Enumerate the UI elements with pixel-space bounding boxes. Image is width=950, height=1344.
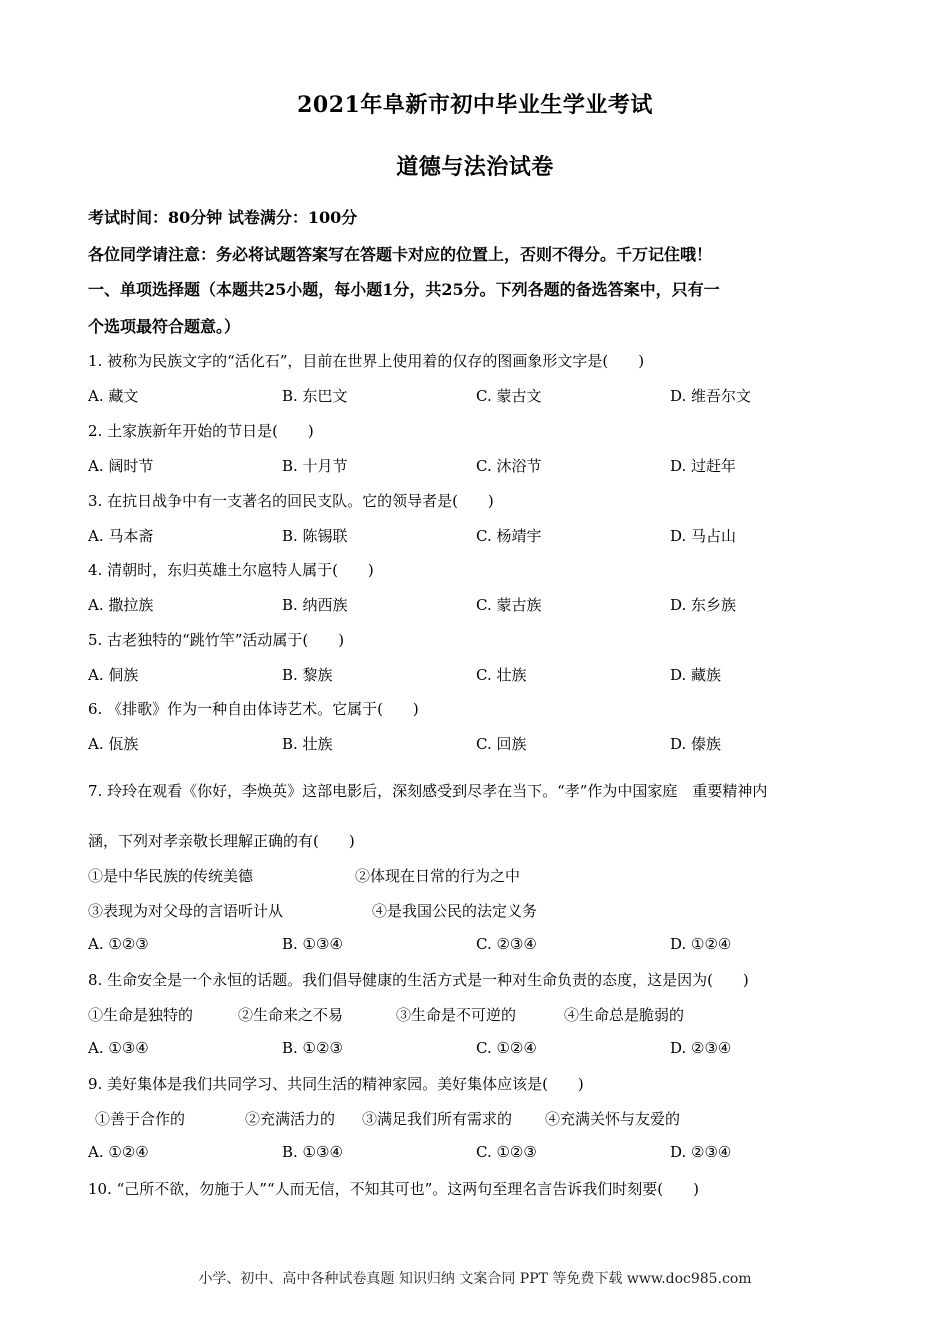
statement-3: ③满足我们所有需求的 [362, 1110, 513, 1128]
question-7-items-row2 [0, 900, 950, 922]
option-a: A. 阔时节 [88, 457, 154, 475]
question-8-items [0, 1004, 950, 1026]
option-a: A. 马本斋 [88, 527, 154, 545]
option-a: A. 侗族 [88, 666, 139, 684]
option-d: D. 东乡族 [670, 596, 737, 614]
question-4-options [0, 594, 950, 616]
statement-2: ②生命来之不易 [238, 1006, 344, 1024]
question-7-stem: 7. 玲玲在观看《你好，李焕英》这部电影后，深刻感受到尽孝在当下。“孝”作为中国家庭 重要精神内 [88, 782, 768, 800]
exam-subtitle: 道德与法治试卷 [396, 154, 554, 180]
question-3-stem: 3. 在抗日战争中有一支著名的回民支队。它的领导者是( ) [88, 492, 494, 510]
question-1-stem: 1. 被称为民族文字的“活化石”，目前在世界上使用着的仅存的图画象形文字是( ) [88, 352, 645, 370]
option-d: D. 藏族 [670, 666, 722, 684]
question-7-items-row1 [0, 865, 950, 887]
option-c: C. 蒙古族 [476, 596, 542, 614]
statement-3: ③生命是不可逆的 [396, 1006, 517, 1024]
question-5-stem: 5. 古老独特的“跳竹竿”活动属于( ) [88, 631, 345, 649]
option-c: C. 壮族 [476, 666, 527, 684]
question-2-stem: 2. 土家族新年开始的节日是( ) [88, 422, 314, 440]
question-1-options [0, 385, 950, 407]
option-d: D. 维吾尔文 [670, 387, 752, 405]
question-4-stem: 4. 清朝时，东归英雄土尔扈特人属于( ) [88, 561, 374, 579]
statement-4: ④是我国公民的法定义务 [372, 902, 538, 920]
question-8-options [0, 1039, 950, 1061]
option-b: B. 黎族 [282, 666, 333, 684]
option-a: A. 佤族 [88, 735, 139, 753]
option-b: B. ①②③ [282, 1039, 343, 1057]
option-a: A. ①②③ [88, 935, 149, 953]
option-c: C. 杨靖宇 [476, 527, 542, 545]
question-6-stem: 6. 《排歌》作为一种自由体诗艺术。它属于( ) [88, 700, 419, 718]
option-d: D. ②③④ [670, 1143, 732, 1161]
option-b: B. 陈锡联 [282, 527, 348, 545]
option-b: B. ①③④ [282, 1143, 343, 1161]
option-c: C. ②③④ [476, 935, 537, 953]
option-a: A. ①③④ [88, 1039, 149, 1057]
section-heading: 一、单项选择题（本题共25小题，每小题1分，共25分。下列各题的备选答案中，只有一 [88, 280, 720, 299]
option-c: C. 蒙古文 [476, 387, 542, 405]
exam-notice: 各位同学请注意：务必将试题答案写在答题卡对应的位置上，否则不得分。千万记住哦！ [88, 245, 713, 264]
page-footer: 小学、初中、高中各种试卷真题 知识归纳 文案合同 PPT 等免费下载 www.doc985.com [198, 1271, 752, 1287]
exam-time-info: 考试时间：80分钟 试卷满分：100分 [88, 208, 358, 227]
statement-2: ②体现在日常的行为之中 [355, 867, 521, 885]
option-b: B. 壮族 [282, 735, 333, 753]
statement-4: ④充满关怀与友爱的 [545, 1110, 681, 1128]
option-b: B. 纳西族 [282, 596, 348, 614]
option-d: D. ①②④ [670, 935, 732, 953]
statement-4: ④生命总是脆弱的 [564, 1006, 685, 1024]
question-7-stem-cont: 涵，下列对孝亲敬长理解正确的有( ) [88, 832, 355, 850]
option-d: D. 过赶年 [670, 457, 737, 475]
option-a: A. 藏文 [88, 387, 139, 405]
option-a: A. 撒拉族 [88, 596, 154, 614]
option-a: A. ①②④ [88, 1143, 149, 1161]
option-d: D. ②③④ [670, 1039, 732, 1057]
option-b: B. 十月节 [282, 457, 348, 475]
question-3-options [0, 525, 950, 547]
question-10-stem: 10. “己所不欲，勿施于人”“人而无信，不知其可也”。这两句至理名言告诉我们时刻要( ) [88, 1180, 700, 1198]
question-6-options [0, 733, 950, 755]
statement-1: ①善于合作的 [95, 1110, 186, 1128]
exam-title: 2021年阜新市初中毕业生学业考试 [297, 92, 653, 118]
statement-3: ③表现为对父母的言语听计从 [88, 902, 284, 920]
statement-1: ①是中华民族的传统美德 [88, 867, 254, 885]
option-b: B. 东巴文 [282, 387, 348, 405]
section-heading-cont: 个选项最符合题意。） [88, 317, 241, 336]
question-2-options [0, 455, 950, 477]
option-c: C. 回族 [476, 735, 527, 753]
option-d: D. 马占山 [670, 527, 737, 545]
question-9-options [0, 1143, 950, 1165]
option-c: C. ①②④ [476, 1039, 537, 1057]
statement-1: ①生命是独特的 [88, 1006, 194, 1024]
option-c: C. 沐浴节 [476, 457, 542, 475]
option-c: C. ①②③ [476, 1143, 537, 1161]
option-b: B. ①③④ [282, 935, 343, 953]
question-7-options [0, 935, 950, 957]
statement-2: ②充满活力的 [245, 1110, 336, 1128]
question-9-items [0, 1108, 950, 1130]
question-8-stem: 8. 生命安全是一个永恒的话题。我们倡导健康的生活方式是一种对生命负责的态度，这是因为( ) [88, 971, 749, 989]
question-5-options [0, 664, 950, 686]
question-9-stem: 9. 美好集体是我们共同学习、共同生活的精神家园。美好集体应该是( ) [88, 1075, 584, 1093]
option-d: D. 傣族 [670, 735, 722, 753]
